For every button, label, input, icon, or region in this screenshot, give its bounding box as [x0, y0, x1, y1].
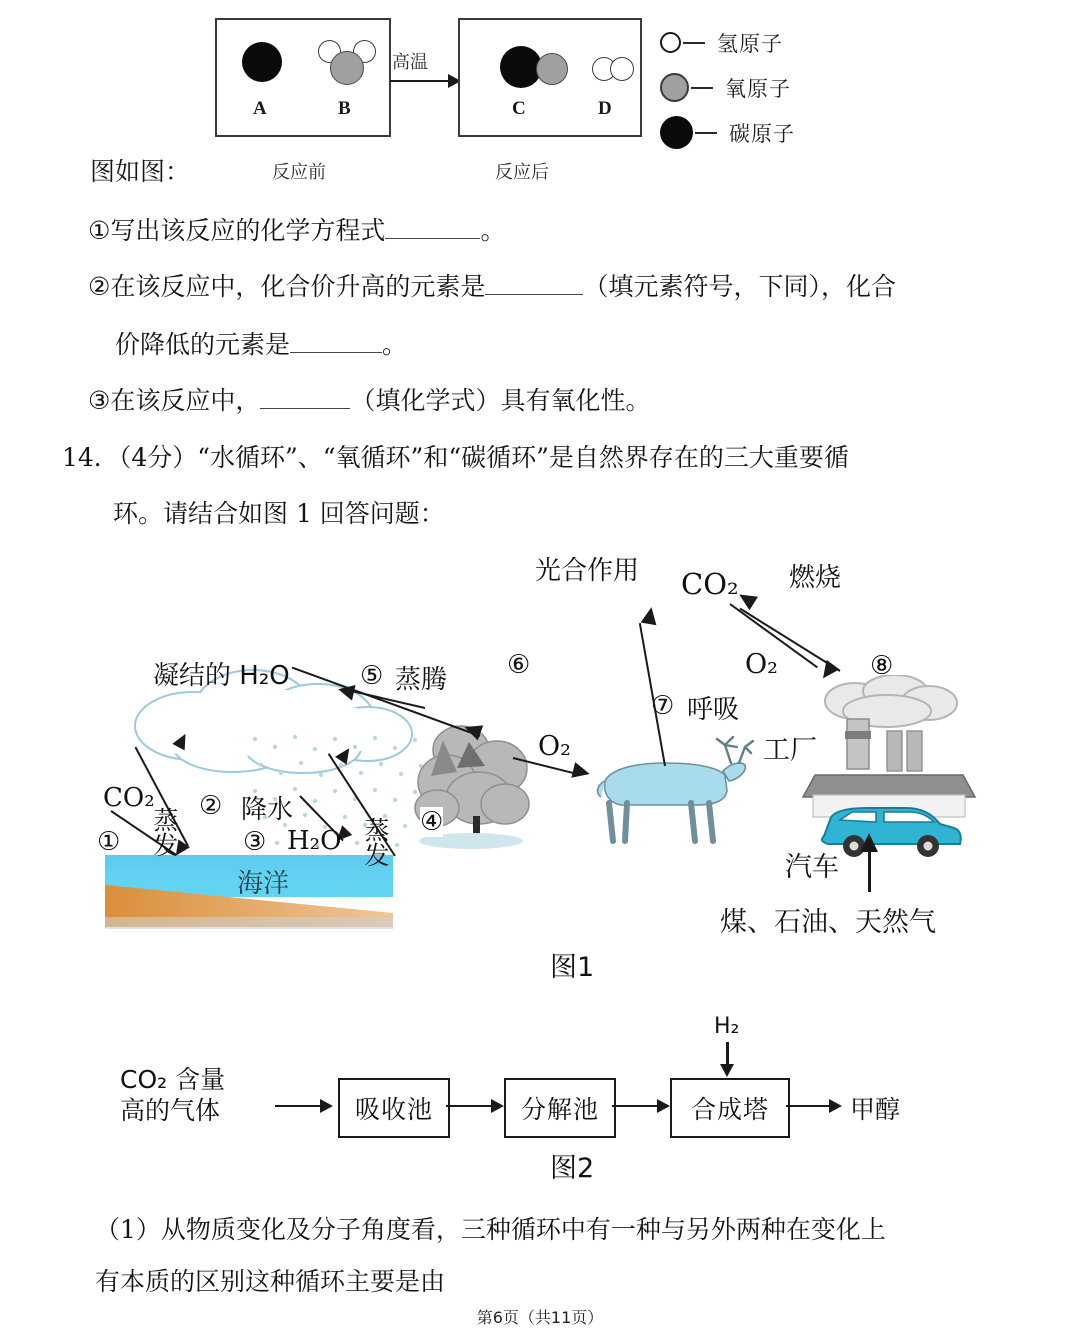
flow-box-absorber[interactable]: 吸收池 — [338, 1078, 450, 1138]
carbon-atom-a — [242, 42, 282, 82]
q14-line1-text: “水循环”、“氧循环”和“碳循环”是自然界存在的三大重要循 — [197, 443, 849, 472]
legend-dash — [691, 87, 713, 89]
flow-output-label: 甲醇 — [850, 1095, 901, 1124]
item1-number: ① — [88, 216, 111, 245]
label-num-4: ④ — [420, 807, 444, 837]
oxygen-atom-b — [330, 51, 364, 85]
flow-arrow-3-head — [657, 1099, 670, 1113]
question-14-1-line1 — [95, 1216, 886, 1245]
item2-line1-before: 在该反应中，化合价升高的元素是 — [110, 272, 486, 301]
item2-number: ② — [88, 272, 111, 301]
gray-circle-icon — [660, 73, 689, 102]
item1-text-after: 。 — [480, 216, 506, 245]
figure-1-carbon-water-cycle — [95, 545, 1025, 990]
reaction-arrow-line — [390, 80, 450, 82]
hydrogen-atom-d2 — [610, 57, 634, 81]
q14-1-line1-text: 从物质变化及分子角度看，三种循环中有一种与另外两种在变化上 — [160, 1215, 886, 1244]
label-fuels: 煤、石油、天然气 — [720, 907, 936, 938]
label-respiration: 呼吸 — [687, 695, 740, 725]
label-o2-right: O₂ — [745, 649, 778, 680]
hollow-circle-icon — [660, 32, 681, 53]
flow-arrow-1-line — [275, 1105, 323, 1107]
legend-row-hydrogen — [660, 20, 795, 65]
label-num-1: ① — [97, 827, 121, 857]
q14-number: 14． — [62, 443, 119, 472]
question-14-line1 — [62, 444, 849, 473]
label-h2o: H₂O — [287, 826, 342, 856]
after-reaction-caption: 反应后 — [495, 162, 549, 183]
flow-h2-arrow-head — [720, 1064, 734, 1077]
legend-row-carbon — [660, 110, 795, 155]
label-o2-mid: O₂ — [538, 731, 571, 762]
label-factory — [763, 735, 817, 767]
label-co2-top: CO₂ — [681, 567, 739, 601]
item2-line2-after: 。 — [382, 330, 408, 359]
item2-line1-after: （填元素符号，下同），化合 — [583, 272, 896, 301]
label-num-8: ⑧ — [870, 651, 894, 681]
flow-input-line2: 高的气体 — [120, 1096, 221, 1126]
flow-arrow-3-line — [612, 1105, 660, 1107]
label-car: 汽车 — [785, 852, 839, 883]
legend-dash — [683, 42, 705, 44]
label-combustion — [789, 561, 842, 596]
label-evaporation-left — [152, 807, 177, 857]
oxygen-atom-c — [536, 53, 568, 85]
label-num-3: ③ — [243, 827, 267, 857]
label-photosynthesis — [535, 556, 640, 587]
item2-blank-2[interactable] — [290, 330, 382, 353]
label-condensed-water: 凝结的 H₂O — [153, 661, 290, 691]
item3-number: ③ — [88, 386, 111, 415]
flow-arrow-2-line — [446, 1105, 494, 1107]
flow-arrow-4-line — [786, 1105, 832, 1107]
label-d: D — [598, 98, 612, 119]
flow-input-line1: CO₂ 含量 — [120, 1065, 226, 1094]
label-c: C — [512, 98, 526, 119]
flow-box-synthesis-tower[interactable]: 合成塔 — [670, 1078, 790, 1138]
combustion-text: 燃烧 — [789, 563, 842, 593]
reaction-condition-label: 高温 — [392, 52, 428, 73]
label-transpiration: 蒸腾 — [395, 665, 448, 695]
black-circle-icon — [660, 116, 693, 149]
arrow-7-head — [641, 606, 660, 626]
legend-row-oxygen — [660, 65, 795, 110]
products-box — [458, 18, 642, 137]
label-num-5: ⑤ — [360, 661, 384, 691]
flow-arrow-4-head — [829, 1099, 842, 1113]
question-14-1-line2: 有本质的区别这种循环主要是由 — [95, 1267, 446, 1296]
item3-blank[interactable] — [260, 386, 350, 409]
label-co2-left: CO₂ — [103, 783, 155, 813]
figure-2-caption: 图2 — [550, 1153, 595, 1184]
item2-line2-before: 价降低的元素是 — [115, 330, 291, 359]
label-evaporation-right — [357, 817, 393, 867]
question-item-1 — [88, 216, 505, 246]
item3-text-before: 在该反应中， — [110, 386, 261, 415]
item2-blank-1[interactable] — [485, 272, 583, 295]
label-num-6: ⑥ — [507, 650, 531, 680]
photosynthesis-text: 光合作用 — [535, 556, 640, 586]
item1-blank[interactable] — [385, 216, 480, 239]
figure-2-flowchart — [110, 1014, 940, 1190]
arrow-fuels-head — [860, 833, 878, 852]
deer-illustration — [575, 735, 755, 855]
question-item-2-line2 — [115, 330, 407, 360]
evap-left-ch1: 蒸发 — [150, 807, 179, 857]
item1-text-before: 写出该反应的化学方程式 — [110, 216, 386, 245]
question-item-3 — [88, 386, 650, 416]
legend-label-carbon: 碳原子 — [729, 121, 795, 146]
q14-1-number: （1） — [95, 1215, 161, 1244]
figure-1-caption: 图1 — [550, 952, 595, 983]
factory-text: 工厂 — [763, 735, 817, 766]
label-a: A — [253, 98, 267, 119]
arrow-fuels-line — [868, 850, 871, 892]
flow-box-decomposer[interactable]: 分解池 — [504, 1078, 616, 1138]
flow-input-label — [120, 1064, 225, 1127]
flow-arrow-2-head — [491, 1099, 504, 1113]
legend-label-oxygen: 氧原子 — [725, 76, 791, 101]
item3-text-after: （填化学式）具有氧化性。 — [350, 386, 651, 415]
reactants-box — [215, 18, 391, 137]
label-num-7: ⑦ — [651, 691, 675, 721]
before-reaction-caption: 反应前 — [272, 162, 326, 183]
flow-h2-arrow-line — [726, 1042, 729, 1066]
atom-legend — [660, 20, 795, 155]
legend-dash — [695, 132, 717, 134]
evap-right-ch: 蒸发 — [361, 817, 390, 867]
label-ocean: 海洋 — [237, 869, 290, 899]
figure-intro-text: 图如图： — [90, 157, 191, 186]
label-num-2: ② — [199, 791, 223, 821]
label-b: B — [338, 98, 351, 119]
flow-arrow-1-head — [320, 1099, 333, 1113]
label-precipitation: 降水 — [241, 795, 294, 825]
question-item-2-line1 — [88, 272, 896, 302]
q14-score: （4分） — [118, 443, 198, 472]
question-14-line2: 环。请结合如图 1 回答问题： — [113, 499, 445, 528]
legend-label-hydrogen: 氢原子 — [717, 31, 783, 56]
page-footer: 第6页（共11页） — [476, 1308, 604, 1327]
flow-h2-input-label: H₂ — [714, 1014, 740, 1039]
